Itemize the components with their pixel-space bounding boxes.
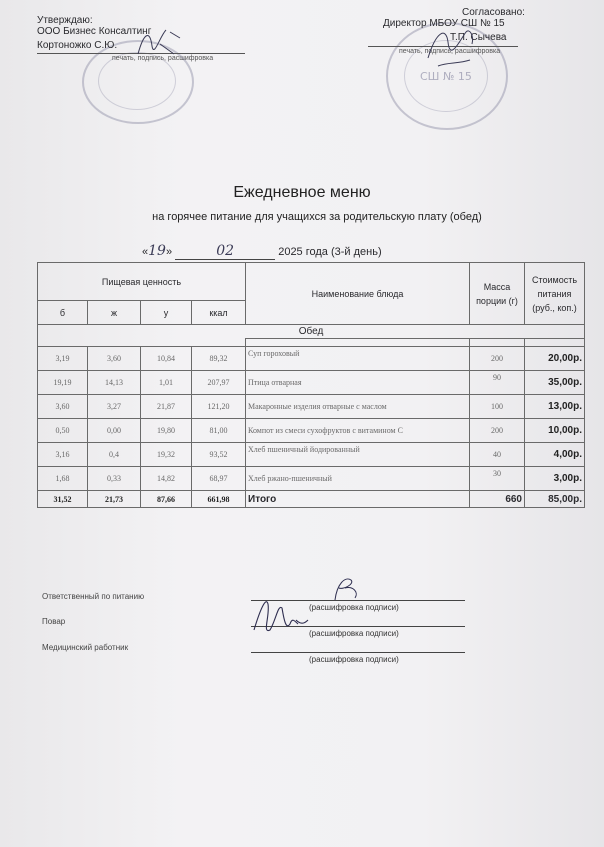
header-zh: ж	[88, 301, 141, 325]
total-mass: 660	[470, 491, 525, 508]
cell-cost: 10,00р.	[525, 419, 585, 443]
signature-cook-label: Повар	[42, 617, 66, 626]
cell-kcal: 89,32	[192, 347, 246, 371]
approval-left-line1: Утверждаю:	[37, 15, 93, 26]
table-row	[38, 443, 585, 467]
cell-zh: 3,27	[88, 395, 141, 419]
table-row	[38, 395, 585, 419]
date-month: 02	[175, 243, 275, 260]
cell-kcal: 68,97	[192, 467, 246, 491]
cell-dish-name: Хлеб ржано-пшеничный	[246, 467, 470, 491]
cell-u: 19,32	[141, 443, 192, 467]
cell-mass: 40	[470, 443, 525, 467]
approval-left-signature	[130, 24, 190, 64]
cell-mass: 100	[470, 395, 525, 419]
approval-right-line3: Т.П. Сычева	[450, 32, 507, 43]
cell-mass: 90	[470, 371, 525, 395]
header-mass: Масса порции (г)	[470, 263, 525, 325]
cell-dish-name: Макаронные изделия отварные с маслом	[246, 395, 470, 419]
date-line	[142, 243, 382, 260]
approval-left-caption: печать, подпись, расшифровка	[112, 55, 214, 62]
section-lunch: Обед	[38, 325, 585, 339]
cell-cost: 35,00р.	[525, 371, 585, 395]
cell-u: 19,80	[141, 419, 192, 443]
menu-table	[37, 262, 585, 508]
header-cost: Стоимость питания (руб., коп.)	[525, 263, 585, 325]
header-u: у	[141, 301, 192, 325]
table-row	[38, 347, 585, 371]
total-label: Итого	[246, 491, 470, 508]
page-title: Ежедневное меню	[233, 184, 371, 201]
cell-kcal: 207,97	[192, 371, 246, 395]
table-spacer-left	[38, 339, 246, 347]
cell-dish-name: Хлеб пшеничный йодированный	[246, 443, 470, 467]
date-quote-close: »	[165, 246, 173, 258]
cell-cost: 3,00р.	[525, 467, 585, 491]
cell-b: 1,68	[38, 467, 88, 491]
page-subtitle: на горячее питание для учащихся за родительскую плату (обед)	[152, 211, 482, 223]
date-quote-open: «	[142, 246, 149, 258]
approval-right-signature	[418, 22, 488, 72]
cell-b: 3,16	[38, 443, 88, 467]
date-day: 19	[148, 243, 166, 259]
cell-u: 10,84	[141, 347, 192, 371]
cell-u: 1,01	[141, 371, 192, 395]
cell-kcal: 81,00	[192, 419, 246, 443]
cell-dish-name: Компот из смеси сухофруктов с витамином С	[246, 419, 470, 443]
date-rest: 2025 года (3-й день)	[278, 246, 382, 258]
table-spacer-cost	[525, 339, 585, 347]
total-u: 87,66	[141, 491, 192, 508]
responsible-signature	[325, 574, 365, 604]
approval-right-line2: Директор МБОУ СШ № 15	[383, 18, 505, 29]
cell-cost: 4,00р.	[525, 443, 585, 467]
cell-mass: 30	[470, 467, 525, 491]
table-row	[38, 467, 585, 491]
approval-left-line3: Кортоножко С.Ю.	[37, 40, 118, 51]
table-spacer-name	[246, 339, 470, 347]
signature-responsible-label: Ответственный по питанию	[42, 592, 145, 601]
cell-zh: 0,33	[88, 467, 141, 491]
approval-right-caption: печать, подпись, расшифровка	[399, 48, 501, 55]
header-dish-name: Наименование блюда	[246, 263, 470, 325]
signature-medic-caption: (расшифровка подписи)	[309, 655, 399, 664]
total-zh: 21,73	[88, 491, 141, 508]
header-b: б	[38, 301, 88, 325]
cook-signature	[250, 590, 310, 640]
total-b: 31,52	[38, 491, 88, 508]
header-kcal: ккал	[192, 301, 246, 325]
cell-u: 14,82	[141, 467, 192, 491]
cell-b: 3,60	[38, 395, 88, 419]
signature-medic-line	[251, 652, 465, 653]
cell-dish-name: Птица отварная	[246, 371, 470, 395]
cell-mass: 200	[470, 419, 525, 443]
stamp-right-text: СШ № 15	[420, 70, 472, 83]
cell-b: 19,19	[38, 371, 88, 395]
cell-dish-name: Суп гороховый	[246, 347, 470, 371]
signature-medic-label: Медицинский работник	[42, 643, 129, 652]
approval-left-line2: ООО Бизнес Консалтинг	[37, 26, 152, 37]
total-row	[38, 491, 585, 508]
cell-b: 3,19	[38, 347, 88, 371]
cell-cost: 13,00р.	[525, 395, 585, 419]
cell-u: 21,87	[141, 395, 192, 419]
cell-cost: 20,00р.	[525, 347, 585, 371]
signature-cook-caption: (расшифровка подписи)	[309, 629, 399, 638]
header-nutrition: Пищевая ценность	[38, 263, 246, 301]
cell-kcal: 93,52	[192, 443, 246, 467]
table-row	[38, 419, 585, 443]
table-row	[38, 371, 585, 395]
cell-zh: 0,00	[88, 419, 141, 443]
cell-kcal: 121,20	[192, 395, 246, 419]
cell-zh: 14,13	[88, 371, 141, 395]
table-spacer-mass	[470, 339, 525, 347]
cell-zh: 0,4	[88, 443, 141, 467]
signature-responsible-caption: (расшифровка подписи)	[309, 603, 399, 612]
total-cost: 85,00р.	[525, 491, 585, 508]
approval-right-line1: Согласовано:	[462, 7, 525, 18]
cell-b: 0,50	[38, 419, 88, 443]
cell-mass: 200	[470, 347, 525, 371]
total-kcal: 661,98	[192, 491, 246, 508]
cell-zh: 3,60	[88, 347, 141, 371]
